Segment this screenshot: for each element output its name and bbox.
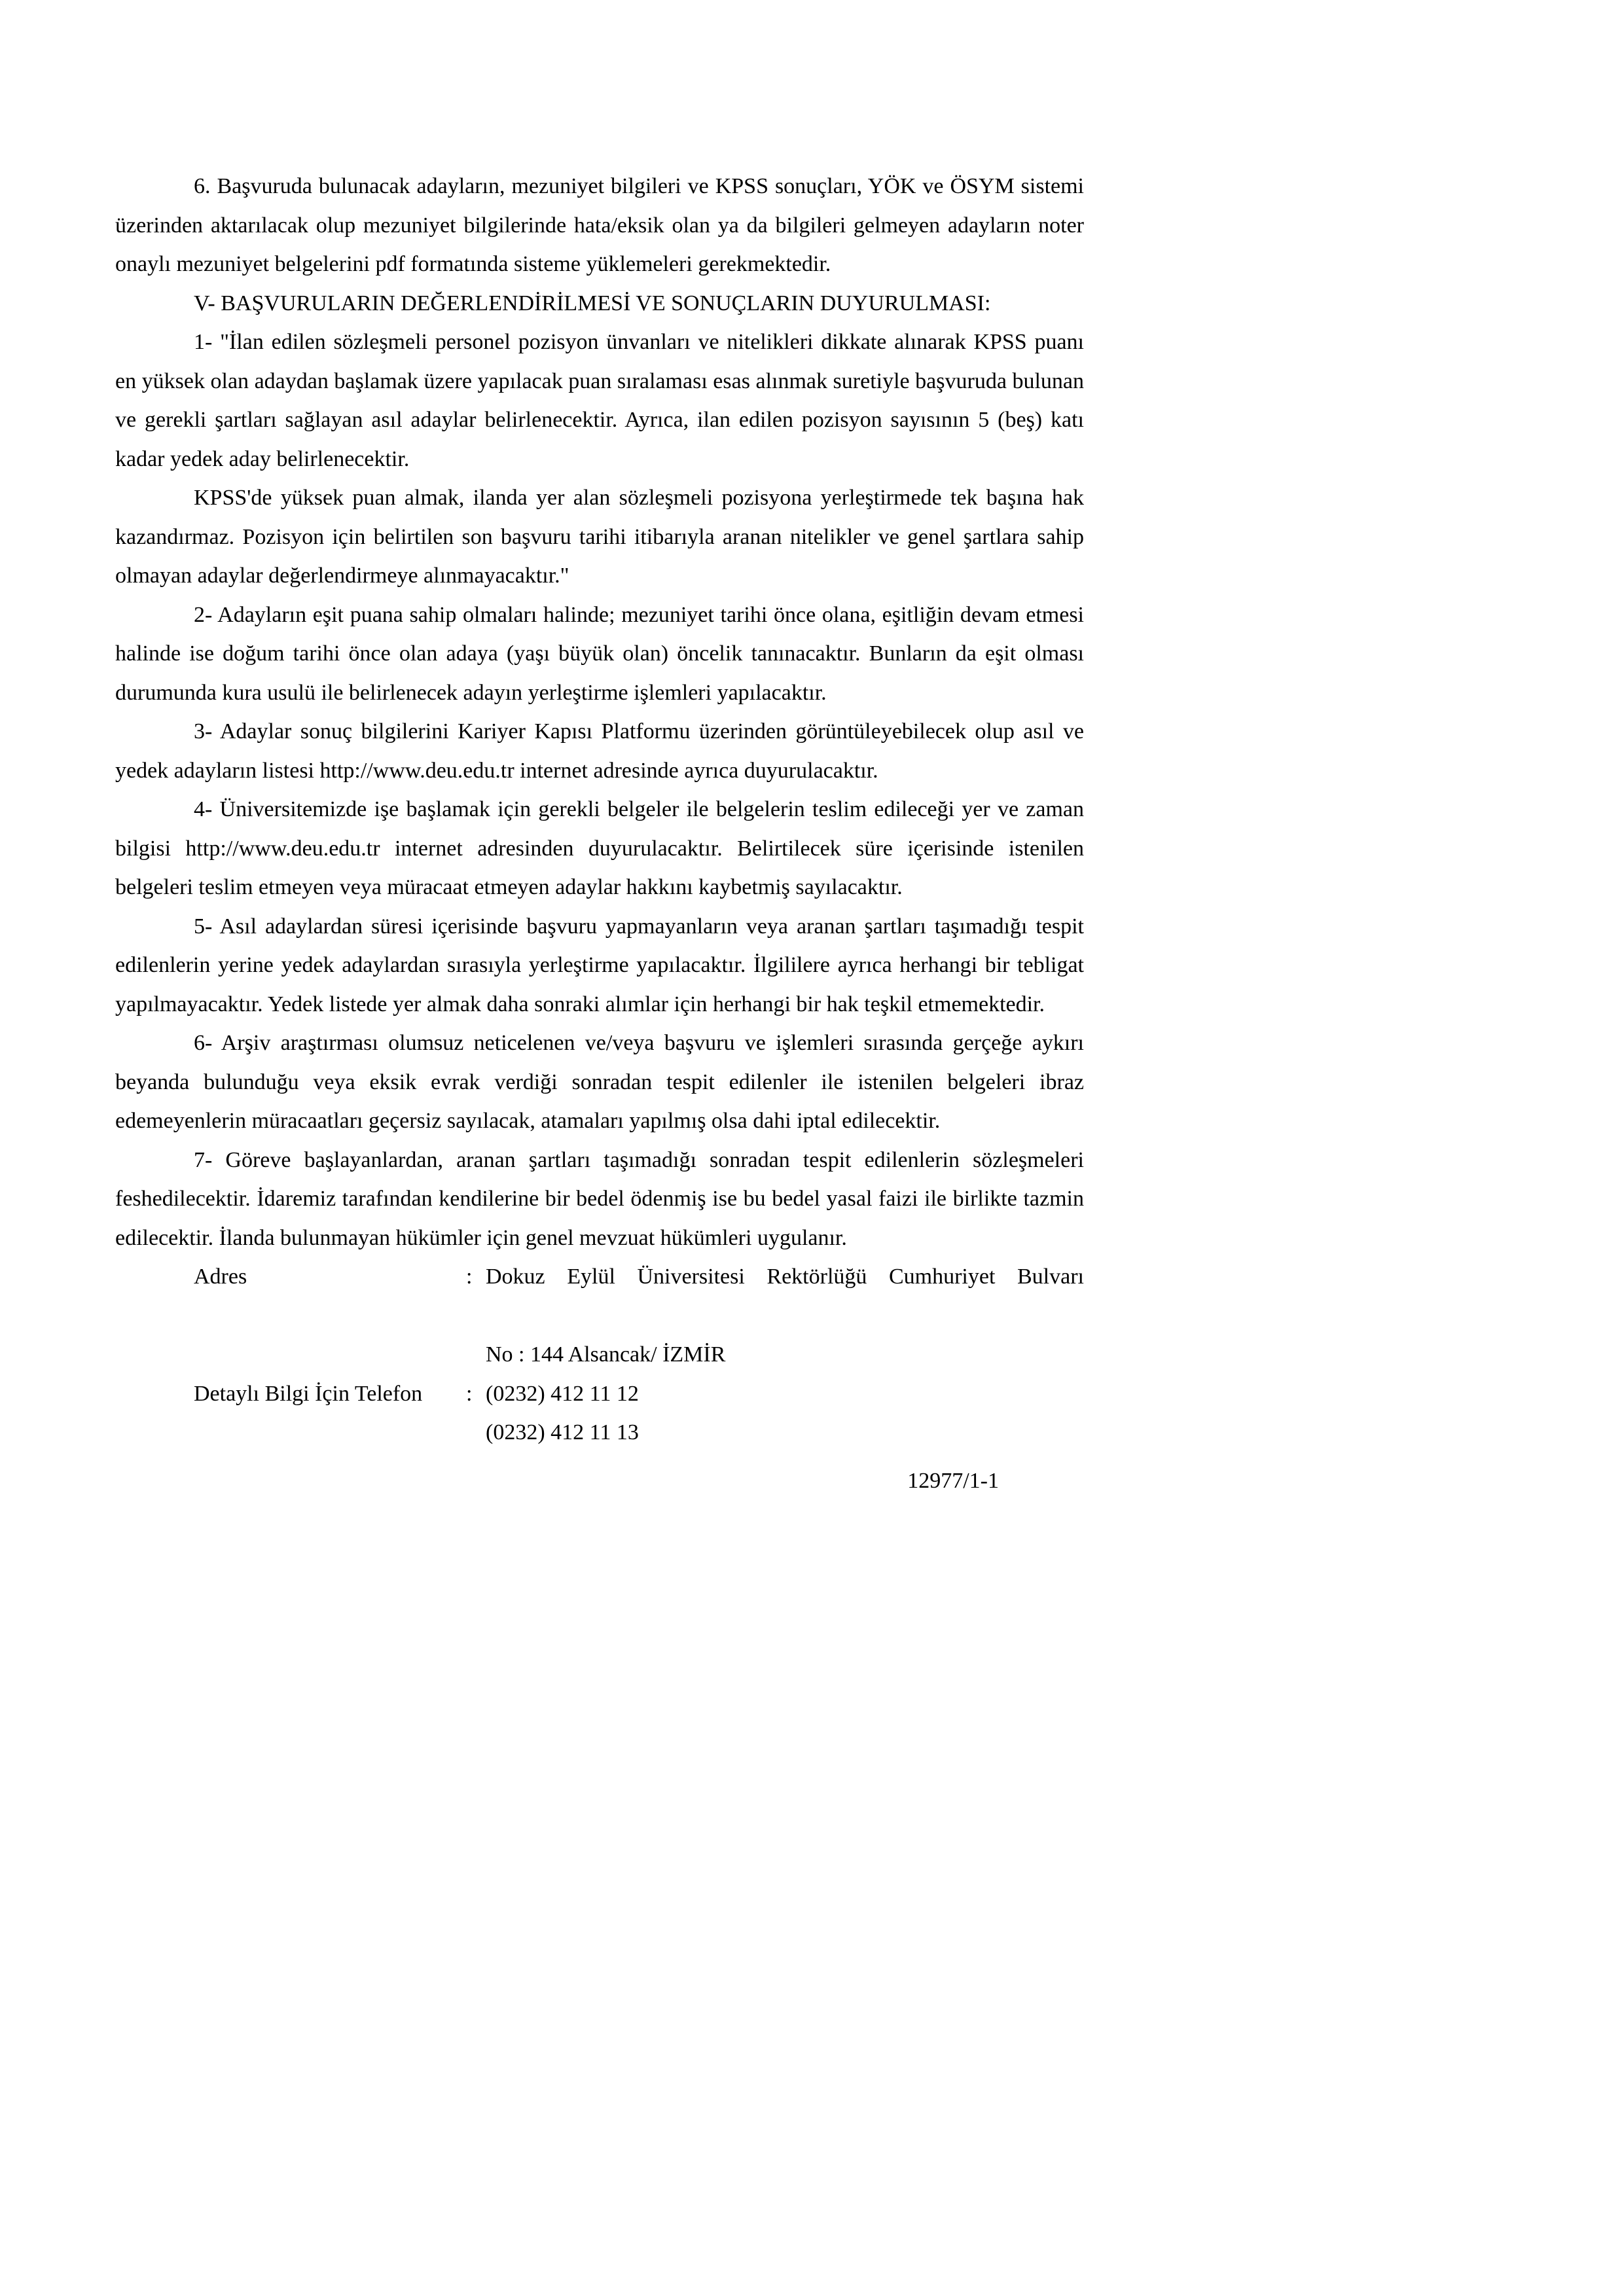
paragraph-item-1-continued: KPSS'de yüksek puan almak, ilanda yer alan sözleşmeli pozisyona yerleştirmede tek başına hak kazandırmaz. Pozisyon için belirtilen son başvuru tarihi itibarıyla aranan nitelikler ve genel şartlara sahip olmayan adaylar değerlendirmeye alınmayacaktır."	[115, 486, 1084, 588]
paragraph-item-6-application: 6. Başvuruda bulunacak adayların, mezuniyet bilgileri ve KPSS sonuçları, YÖK ve ÖSYM sistemi üzerinden aktarılacak olup mezuniyet bilgilerinde hata/eksik olan ya da bilgileri gelmeyen adayların noter onaylı mezuniyet belgelerini pdf formatında sisteme yüklemeleri gerekmektedir.	[115, 174, 1084, 276]
phone-label: Detaylı Bilgi İçin Telefon	[194, 1381, 423, 1406]
phone-value-line-1: (0232) 412 11 12	[486, 1381, 639, 1406]
section-heading-evaluation: V- BAŞVURULARIN DEĞERLENDİRİLMESİ VE SONUÇLARIN DUYURULMASI:	[194, 291, 991, 315]
address-value-line-2: No : 144 Alsancak/ İZMİR	[486, 1342, 726, 1367]
phone-colon: :	[466, 1381, 473, 1406]
contact-row-phone	[115, 1374, 1084, 1414]
paragraph-item-5: 5- Asıl adaylardan süresi içerisinde başvuru yapmayanların veya aranan şartları taşımadığı tespit edilenlerin yerine yedek adaylardan sırasıyla yerleştirme yapılacaktır. İlgililere ayrıca herhangi bir tebligat yapılmayacaktır. Yedek listede yer almak daha sonraki alımlar için herhangi bir hak teşkil etmemektedir.	[115, 914, 1084, 1016]
contact-row-address-line-2	[115, 1335, 1084, 1374]
reference-number: 12977/1-1	[907, 1468, 999, 1493]
paragraph-item-7: 7- Göreve başlayanlardan, aranan şartları taşımadığı sonradan tespit edilenlerin sözleşmeleri feshedilecektir. İdaremiz tarafından kendilerine bir bedel ödenmiş ise bu bedel yasal faizi ile birlikte tazmin edilecektir. İlanda bulunmayan hükümler için genel mevzuat hükümleri uygulanır.	[115, 1147, 1084, 1250]
address-colon: :	[466, 1265, 473, 1289]
address-value-line-1: Dokuz Eylül Üniversitesi Rektörlüğü Cumhuriyet Bulvarı	[486, 1265, 1084, 1289]
address-label: Adres	[194, 1265, 247, 1289]
contact-row-address	[115, 1257, 1084, 1335]
paragraph-item-3: 3- Adaylar sonuç bilgilerini Kariyer Kapısı Platformu üzerinden görüntüleyebilecek olup asıl ve yedek adayların listesi http://www.deu.edu.tr internet adresinde ayrıca duyurulacaktır.	[115, 719, 1084, 783]
document-body	[115, 167, 1084, 1500]
paragraph-item-4: 4- Üniversitemizde işe başlamak için gerekli belgeler ile belgelerin teslim edileceği yer ve zaman bilgisi http://www.deu.edu.tr internet adresinden duyurulacaktır. Belirtilecek süre içerisinde istenilen belgeleri teslim etmeyen veya müracaat etmeyen adaylar hakkını kaybetmiş sayılacaktır.	[115, 797, 1084, 899]
phone-value-line-2: (0232) 412 11 13	[486, 1420, 639, 1444]
contact-row-phone-line-2	[115, 1413, 1084, 1452]
paragraph-item-2: 2- Adayların eşit puana sahip olmaları halinde; mezuniyet tarihi önce olana, eşitliğin devam etmesi halinde ise doğum tarihi önce olan adaya (yaşı büyük olan) öncelik tanınacaktır. Bunların da eşit olması durumunda kura usulü ile belirlenecek adayın yerleştirme işlemleri yapılacaktır.	[115, 602, 1084, 705]
contact-information-block	[115, 1257, 1084, 1452]
paragraph-item-1: 1- "İlan edilen sözleşmeli personel pozisyon ünvanları ve nitelikleri dikkate alınarak KPSS puanı en yüksek olan adaydan başlamak üzere yapılacak puan sıralaması esas alınmak suretiyle başvuruda bulunan ve gerekli şartları sağlayan asıl adaylar belirlenecektir. Ayrıca, ilan edilen pozisyon sayısının 5 (beş) katı kadar yedek aday belirlenecektir.	[115, 330, 1084, 471]
paragraph-item-6-evaluation: 6- Arşiv araştırması olumsuz neticelenen ve/veya başvuru ve işlemleri sırasında gerçeğe aykırı beyanda bulunduğu veya eksik evrak verdiği sonradan tespit edilenler ile istenilen belgeleri ibraz edemeyenlerin müracaatları geçersiz sayılacak, atamaları yapılmış olsa dahi iptal edilecektir.	[115, 1031, 1084, 1133]
